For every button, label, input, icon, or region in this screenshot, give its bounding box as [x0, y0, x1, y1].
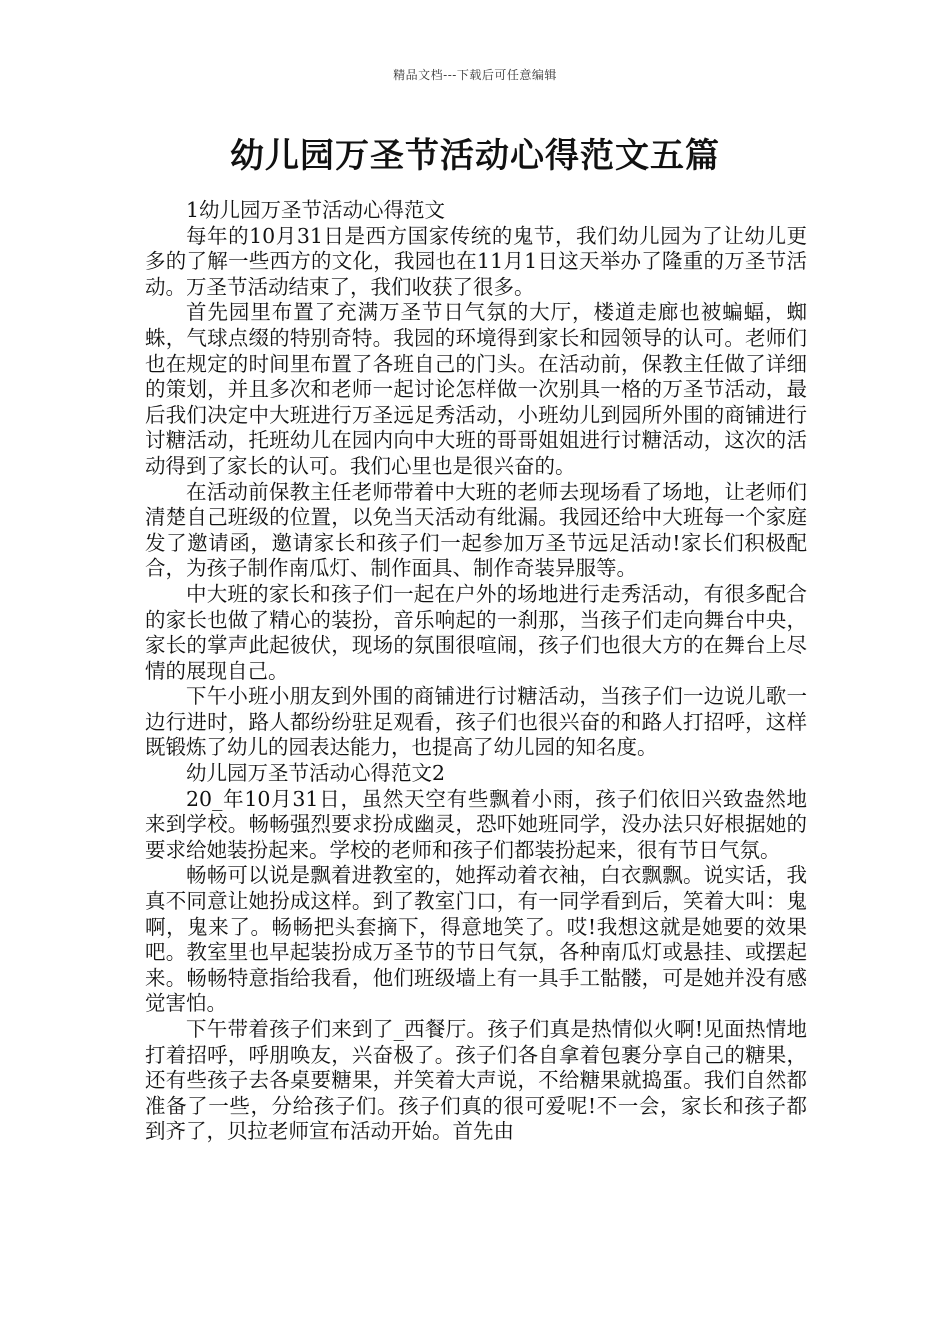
- paragraph: 下午小班小朋友到外围的商铺进行讨糖活动，当孩子们一边说儿歌一边行进时，路人都纷纷驻足观看，孩子们也很兴奋的和路人打招呼，这样既锻炼了幼儿的园表达能力，也提高了幼儿园的知名度。: [145, 684, 807, 760]
- section-heading-2: 幼儿园万圣节活动心得范文2: [186, 761, 446, 786]
- document-body: [145, 198, 807, 1145]
- document-title: 幼儿园万圣节活动心得范文五篇: [230, 136, 720, 176]
- paragraph: 下午带着孩子们来到了_西餐厅。孩子们真是热情似火啊!见面热情地打着招呼，呼朋唤友，兴奋极了。孩子们各自拿着包裹分享自己的糖果，还有些孩子去各桌要糖果，并笑着大声说，不给糖果就捣蛋。我们自然都准备了一些，分给孩子们。孩子们真的很可爱呢!不一会，家长和孩子都到齐了，贝拉老师宣布活动开始。首先由: [145, 1017, 807, 1144]
- paragraph: 中大班的家长和孩子们一起在户外的场地进行走秀活动，有很多配合的家长也做了精心的装扮，音乐响起的一刹那，当孩子们走向舞台中央，家长的掌声此起彼伏，现场的氛围很喧闹，孩子们也很大方的在舞台上尽情的展现自己。: [145, 581, 807, 683]
- paragraph: 畅畅可以说是飘着进教室的，她挥动着衣袖，白衣飘飘。说实话，我真不同意让她扮成这样。到了教室门口，有一同学看到后，笑着大叫：鬼啊，鬼来了。畅畅把头套摘下，得意地笑了。哎!我想这就是她要的效果吧。教室里也早起装扮成万圣节的节日气氛，各种南瓜灯或悬挂、或摆起来。畅畅特意指给我看，他们班级墙上有一具手工骷髅，可是她并没有感觉害怕。: [145, 863, 807, 1016]
- header-note: 精品文档---下载后可任意编辑: [393, 68, 557, 82]
- paragraph: 每年的10月31日是西方国家传统的鬼节，我们幼儿园为了让幼儿更多的了解一些西方的文化，我园也在11月1日这天举办了隆重的万圣节活动。万圣节活动结束了，我们收获了很多。: [145, 223, 807, 299]
- section-heading-1: 1幼儿园万圣节活动心得范文: [186, 198, 446, 222]
- paragraph: 20_年10月31日，虽然天空有些飘着小雨，孩子们依旧兴致盎然地来到学校。畅畅强烈要求扮成幽灵，恐吓她班同学，没办法只好根据她的要求给她装扮起来。学校的老师和孩子们都装扮起来，很有节日气氛。: [145, 786, 807, 862]
- paragraph: 首先园里布置了充满万圣节日气氛的大厅，楼道走廊也被蝙蝠，蜘蛛，气球点缀的特别奇特。我园的环境得到家长和园领导的认可。老师们也在规定的时间里布置了各班自己的门头。在活动前，保教主任做了详细的策划，并且多次和老师一起讨论怎样做一次别具一格的万圣节活动，最后我们决定中大班进行万圣远足秀活动，小班幼儿到园所外围的商铺进行讨糖活动，托班幼儿在园内向中大班的哥哥姐姐进行讨糖活动，这次的活动得到了家长的认可。我们心里也是很兴奋的。: [145, 300, 807, 478]
- paragraph: 在活动前保教主任老师带着中大班的老师去现场看了场地，让老师们清楚自己班级的位置，以免当天活动有纰漏。我园还给中大班每一个家庭发了邀请函，邀请家长和孩子们一起参加万圣节远足活动!家长们积极配合，为孩子制作南瓜灯、制作面具、制作奇装异服等。: [145, 479, 807, 581]
